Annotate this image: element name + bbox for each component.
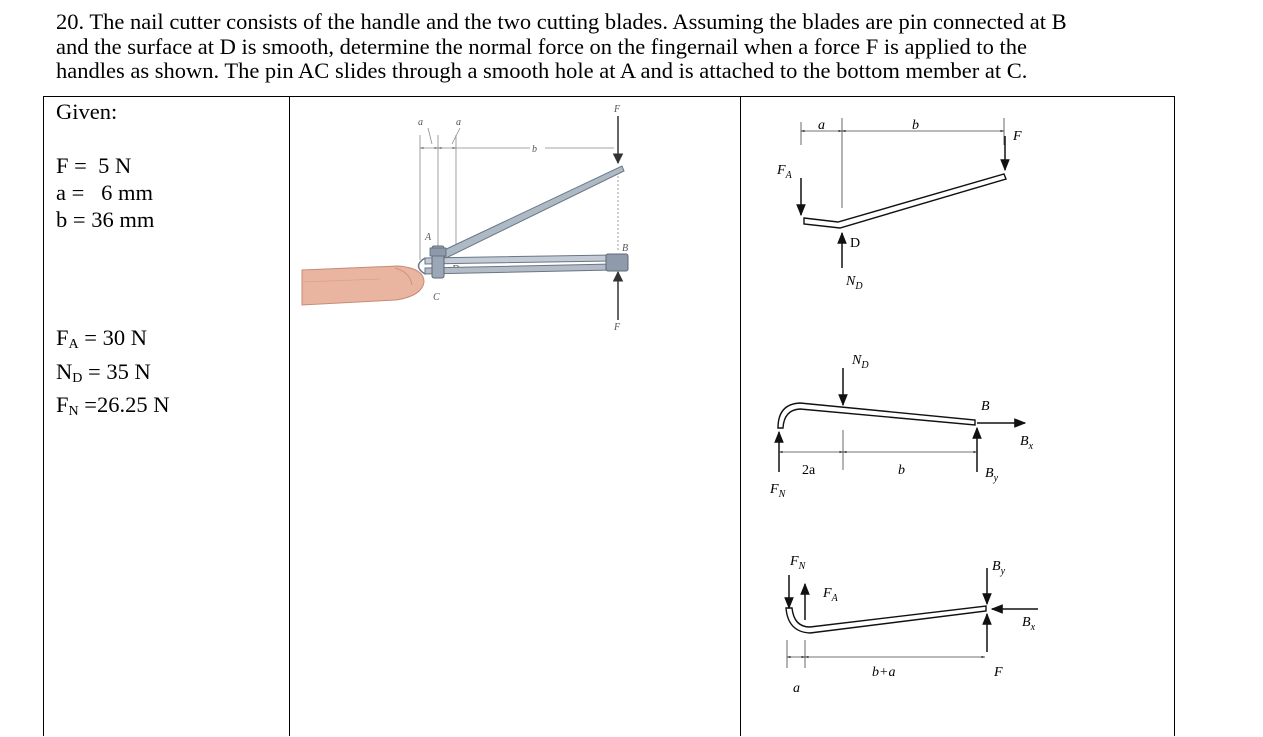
answer-values [56, 325, 169, 426]
nail-cutter-illustration [291, 98, 738, 338]
fbd2-label-2a: 2a [802, 463, 816, 478]
free-body-diagrams [742, 98, 1172, 730]
fbd2-label-FN: $F_N$ [770, 482, 786, 500]
fbd1-label-D: D [850, 236, 861, 251]
fbd1-label-F: F [1013, 129, 1022, 144]
fbd2-label-Bx: $B_x$ [1020, 434, 1034, 452]
fbd2-label-b: b [898, 463, 905, 478]
fbd2-label-By: $B_y$ [985, 466, 999, 484]
finger-shape [302, 266, 424, 305]
given-a: a = 6 mm [56, 180, 154, 205]
table-right-border [1174, 96, 1175, 736]
problem-line-2: and the surface at D is smooth, determine the normal force on the fingernail when a force F is applied to the [56, 33, 1027, 59]
table-divider-2 [740, 96, 741, 736]
fig1-label-F-top: F [614, 104, 621, 115]
fbd1-label-ND: $N_D$ [846, 274, 863, 292]
fbd1-label-a: a [818, 118, 825, 133]
fbd-upper-blade [769, 353, 1034, 500]
fbd3-label-By: $B_y$ [992, 559, 1006, 577]
fbd1-label-FA: $F_A$ [777, 163, 792, 181]
fig1-label-A: A [425, 232, 432, 243]
problem-line-1: 20. The nail cutter consists of the handle and the two cutting blades. Assuming the blades are pin connected at B [56, 9, 1067, 34]
fbd3-label-F: F [994, 665, 1003, 680]
answer-FA: $F_A = 30$ N [56, 325, 147, 352]
cutter-upper-blade [425, 255, 612, 264]
fbd2-label-B: B [981, 399, 990, 414]
given-F: F = 5 N [56, 153, 132, 178]
given-heading: Given: [56, 99, 118, 124]
fig1-label-B: B [622, 243, 629, 254]
fbd3-label-FA: $F_A$ [823, 586, 838, 604]
fig1-label-a2: a [456, 117, 461, 128]
fbd2-label-ND: $N_D$ [852, 353, 869, 371]
problem-line-3: handles as shown. The pin AC slides through a smooth hole at A and is attached to the bottom member at C. [56, 58, 1028, 83]
answer-FN: $F_N =26.25$ N [56, 392, 170, 419]
given-values [56, 98, 154, 233]
cutter-handle [440, 166, 624, 258]
fbd3-label-b-plus-a: b+a [872, 665, 896, 680]
problem-statement [56, 10, 1236, 84]
pin-B-block [606, 254, 628, 271]
fig1-label-C: C [433, 292, 440, 303]
fig1-label-F-bottom: F [614, 322, 621, 333]
answer-ND: $N_D = 35$ N [56, 358, 151, 386]
fbd3-label-a: a [793, 681, 800, 696]
given-b: b = 36 mm [56, 207, 155, 232]
fbd-handle [776, 118, 1022, 292]
table-divider-1 [289, 96, 290, 736]
fig1-label-a1: a [418, 117, 423, 128]
fig1-label-b: b [532, 144, 537, 155]
fbd3-label-Bx: $B_x$ [1022, 615, 1036, 633]
fbd-lower-blade [786, 554, 1038, 696]
fbd1-label-b: b [912, 118, 919, 133]
table-left-border [43, 96, 44, 736]
fbd3-label-FN: $F_N$ [790, 554, 806, 572]
